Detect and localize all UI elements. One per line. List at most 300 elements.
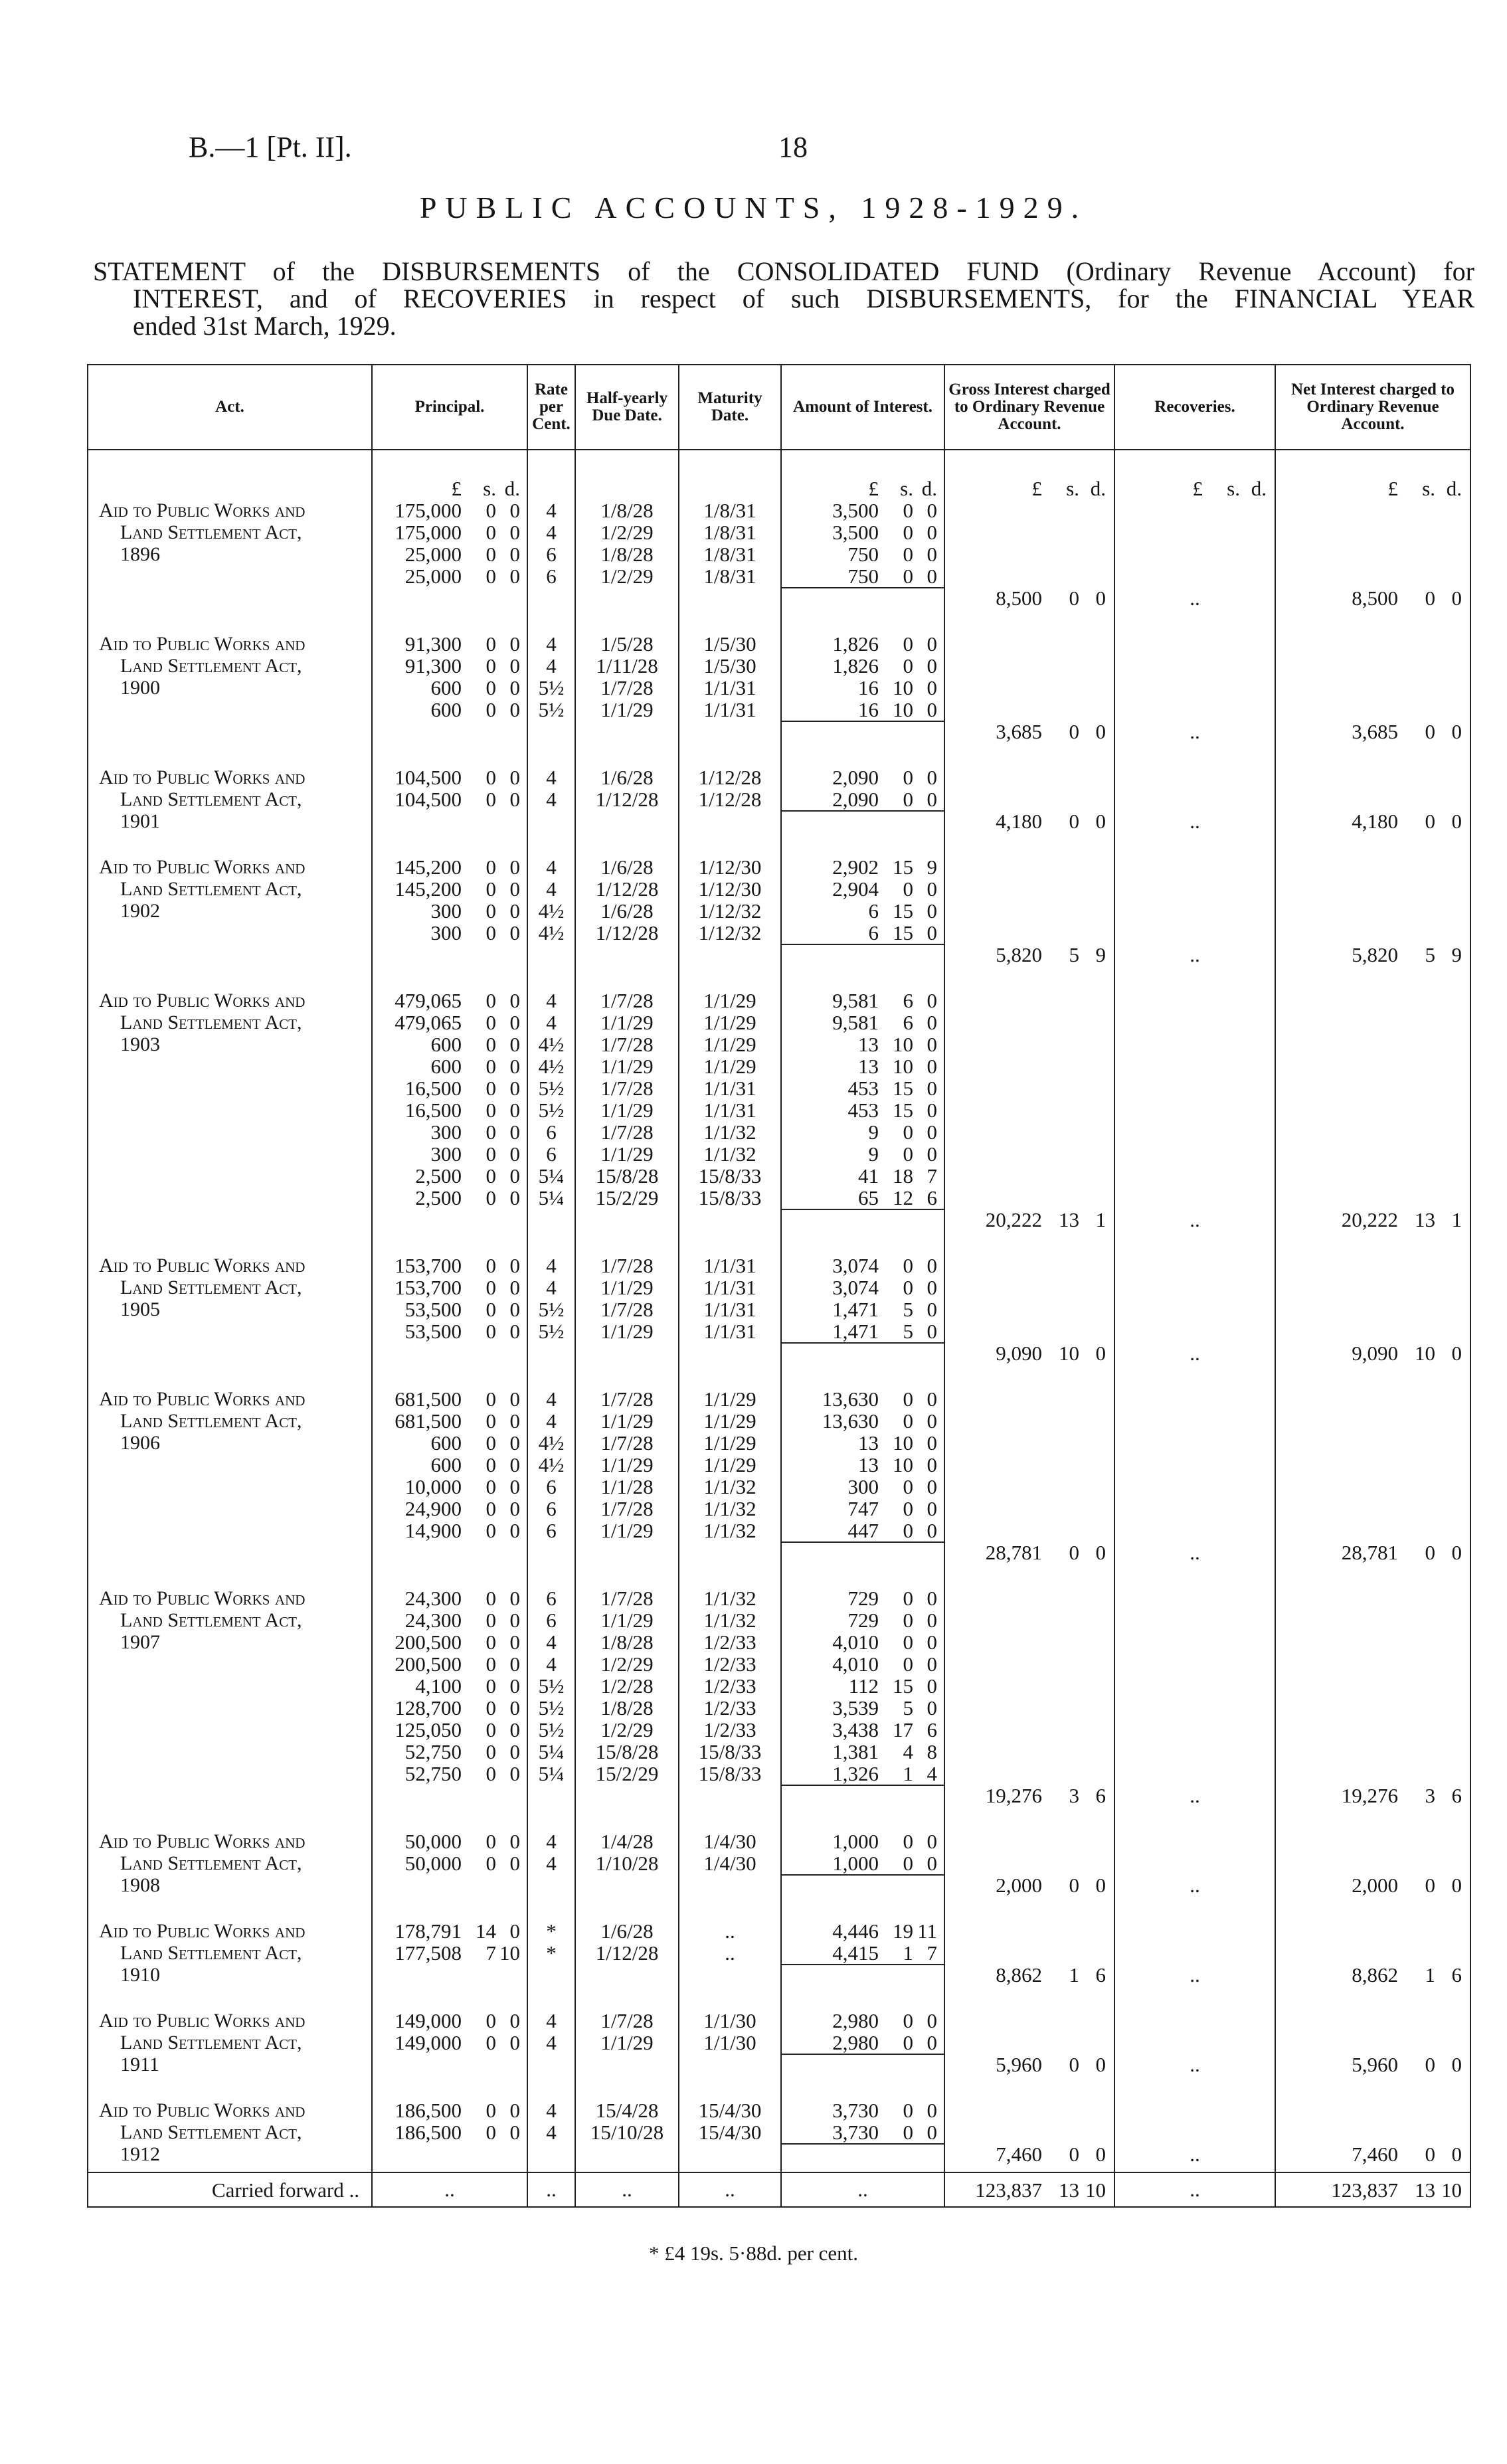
col-amount: Amount of Interest. [781,365,944,450]
pounds: 2,090 [832,766,879,789]
half-yearly-date: 1/7/28 [600,1387,654,1411]
shillings: 0 [903,499,913,522]
rate-cell [527,633,575,766]
maturity-date: 1/12/28 [698,788,762,811]
half-yearly-date: 1/2/28 [600,1674,654,1698]
pence: 0 [927,2121,937,2144]
pence: 7 [927,1941,937,1965]
maturity-cell [679,499,781,633]
gross-interest [945,1342,1114,1364]
pence: 0 [1451,720,1462,743]
principal-cell [372,499,527,633]
shillings: 0 [903,1609,913,1632]
shillings: 0 [1425,720,1435,743]
principal-value [373,543,527,565]
shillings: 0 [486,1674,496,1698]
pounds: 16 [858,698,879,721]
rate-value: 5½ [538,1077,565,1100]
net-interest-wrap [1276,2010,1470,2075]
shillings: 1 [903,1941,913,1965]
act-year: 1902 [120,900,160,922]
interest-amount [782,1830,944,1852]
shillings: 0 [486,1409,496,1433]
pence: 0 [1451,1541,1462,1564]
pence: 0 [509,1718,520,1741]
half-yearly-cell [575,633,679,766]
shillings: 15 [893,1077,913,1100]
pence: 0 [509,2031,520,2054]
unit-pound: £ [451,477,462,500]
amount-cell [781,499,944,633]
act-name-line-1: Aid to Public Works and [99,2010,306,2032]
recoveries-value: .. [1190,1541,1200,1564]
rate-value: 4 [546,654,557,677]
pounds: 175,000 [395,499,462,522]
principal-value [373,1587,527,1609]
pounds: 3,500 [832,521,879,544]
rate-value: 6 [546,1497,557,1520]
pounds: 1,471 [832,1298,879,1321]
pounds: 65 [858,1186,879,1209]
recoveries-cell [1114,1388,1275,1587]
shillings: 15 [893,899,913,923]
shillings: 10 [1415,1342,1435,1365]
half-yearly-date: 15/8/28 [595,1164,659,1188]
act-name-line-2: Land Settlement Act, [120,1852,302,1874]
rate-value: 5½ [538,1674,565,1698]
shillings: 0 [903,1852,913,1875]
pence: 0 [509,1674,520,1698]
principal-value [373,1763,527,1785]
shillings: 0 [486,1142,496,1166]
pounds: 153,700 [395,1254,462,1277]
placeholder-dots: .. [857,2178,868,2201]
act-year: 1910 [120,1964,160,1986]
shillings: 10 [893,1055,913,1078]
pounds: 2,500 [415,1164,462,1188]
pence: 0 [509,1852,520,1875]
shillings: 0 [486,565,496,588]
pounds: 8,862 [996,1963,1042,1986]
pounds: 2,500 [415,1186,462,1209]
maturity-date: 1/1/29 [703,1055,756,1078]
interest-amount [782,1653,944,1675]
shillings: 0 [486,1055,496,1078]
amount-cell [781,1830,944,1920]
pence: 0 [509,521,520,544]
pounds: 14,900 [404,1519,462,1542]
pounds: 200,500 [395,1652,462,1676]
shillings: 0 [486,1431,496,1454]
shillings: 0 [1425,1541,1435,1564]
half-yearly-cell [575,2010,679,2099]
shillings: 0 [486,2031,496,2054]
pounds: 2,000 [1352,1874,1398,1897]
recoveries-wrap [1115,1587,1275,1806]
pounds: 600 [430,1055,462,1078]
maturity-date: 1/12/30 [698,877,762,901]
maturity-cell [679,633,781,766]
interest-amount [782,1255,944,1276]
pence: 0 [509,1011,520,1034]
gross-interest [945,721,1114,743]
half-yearly-cell [575,1830,679,1920]
maturity-cell [679,1920,781,2010]
rate-value: 4 [546,989,557,1012]
net-interest-cell [1275,990,1470,1255]
pence: 0 [927,543,937,566]
maturity-date: 1/1/32 [703,1519,756,1542]
recoveries-wrap [1115,2010,1275,2075]
shillings: 0 [903,1142,913,1166]
gross-interest [945,810,1114,832]
shillings: 0 [903,565,913,588]
rate-value: 5¼ [538,1762,565,1785]
act-name-line-1: Aid to Public Works and [99,1920,306,1942]
maturity-cell [679,856,781,990]
act-name-line-1: Aid to Public Works and [99,1388,306,1410]
maturity-cell [679,990,781,1255]
half-yearly-cell [575,1920,679,2010]
shillings: 0 [903,1254,913,1277]
shillings: 0 [486,2121,496,2144]
carried-forward-gross [945,2179,1114,2201]
shillings: 0 [486,921,496,944]
pence: 0 [927,698,937,721]
gross-interest-wrap [945,1920,1114,1986]
pence: 0 [509,855,520,879]
unit-pound: £ [1192,477,1203,500]
principal-value [373,1099,527,1121]
pounds: 7,460 [1352,2143,1398,2166]
principal-value [373,1410,527,1432]
shillings: 0 [1425,2143,1435,2166]
pence: 0 [927,676,937,699]
gross-interest [945,944,1114,966]
pence: 0 [1451,1342,1462,1365]
recoveries-wrap [1115,2099,1275,2165]
pence: 0 [927,1055,937,1078]
shillings: 5 [1425,943,1435,966]
half-yearly-date: 1/7/28 [600,989,654,1012]
maturity-date: 1/1/29 [703,989,756,1012]
recoveries-value: .. [1190,1342,1200,1365]
principal-value [373,2121,527,2143]
recoveries-cell [1114,2099,1275,2172]
pence: 0 [1095,1874,1106,1897]
rate-value: 6 [546,1519,557,1542]
pence: 0 [509,1453,520,1476]
act-year: 1900 [120,677,160,699]
maturity-date: 1/1/31 [703,1276,756,1299]
pounds: 2,902 [832,855,879,879]
pounds: 145,200 [395,855,462,879]
shillings: 0 [903,1120,913,1144]
recoveries-cell [1114,2010,1275,2099]
principal-value [373,1121,527,1143]
maturity-date: 1/12/32 [698,899,762,923]
shillings: 0 [903,2099,913,2122]
carried-forward-net [1276,2179,1470,2201]
rate-value: 4½ [538,1055,565,1078]
pence: 0 [509,565,520,588]
rate-value: 4 [546,877,557,901]
act-name-line-1: Aid to Public Works and [99,1255,306,1276]
pounds: 186,500 [395,2099,462,2122]
act-name-line-2: Land Settlement Act, [120,1609,302,1631]
act-year: 1912 [120,2143,160,2165]
rate-value: 4 [546,632,557,656]
shillings: 15 [893,1674,913,1698]
gross-interest-wrap [945,2010,1114,2075]
pounds: 2,980 [832,2031,879,2054]
shillings: 0 [486,2099,496,2122]
maturity-date: 1/1/30 [703,2009,756,2032]
net-interest-cell [1275,1830,1470,1920]
shillings: 0 [903,2121,913,2144]
half-yearly-date: 1/11/28 [596,654,658,677]
shillings: 0 [1069,1541,1079,1564]
interest-amount [782,1609,944,1631]
shillings: 3 [1425,1784,1435,1807]
act-year: 1901 [120,810,160,832]
shillings: 0 [486,1609,496,1632]
principal-value [373,1609,527,1631]
amount-list [782,2099,944,2145]
pence: 0 [509,2121,520,2144]
amount-cell [781,633,944,766]
maturity-date: 1/1/30 [703,2031,756,2054]
pounds: 750 [847,543,879,566]
principal-value [373,2099,527,2121]
principal-value [373,1476,527,1498]
placeholder-dots: .. [622,2178,632,2201]
maturity-date: 1/12/30 [698,855,762,879]
net-interest-wrap [1276,499,1470,609]
pence: 0 [509,1475,520,1498]
pence: 9 [1095,943,1106,966]
unit-pence: d. [1090,477,1106,500]
amount-list [782,1255,944,1344]
maturity-date: 1/2/33 [703,1674,756,1698]
pounds: 4,010 [832,1630,879,1654]
act-group-row [88,766,1470,856]
act-year: 1906 [120,1432,160,1454]
pounds: 300 [430,1142,462,1166]
shillings: 10 [893,676,913,699]
pounds: 91,300 [404,654,462,677]
recoveries-value: .. [1190,943,1200,966]
shillings: 0 [486,1587,496,1610]
principal-value [373,1852,527,1874]
col-act: Act. [88,365,372,450]
recoveries-wrap [1115,1388,1275,1563]
interest-amount [782,1763,944,1785]
shillings: 0 [486,2009,496,2032]
amount-cell [781,2099,944,2172]
shillings: 0 [486,788,496,811]
pence: 0 [927,1387,937,1411]
recoveries-cell [1114,766,1275,856]
shillings: 0 [486,1475,496,1498]
act-name-line-1: Aid to Public Works and [99,1830,306,1852]
net-interest-cell [1275,633,1470,766]
pounds: 3,074 [832,1254,879,1277]
act-name-line-2: Land Settlement Act, [120,655,302,677]
principal-value [373,1697,527,1719]
shillings: 0 [486,632,496,656]
shillings: 0 [486,676,496,699]
column-header-row [88,365,1470,450]
interest-amount [782,521,944,543]
pounds: 123,837 [975,2178,1042,2202]
pence: 0 [927,521,937,544]
act-cell [88,1587,372,1830]
pounds: 125,050 [395,1718,462,1741]
principal-value [373,1942,527,1964]
pence: 0 [509,1431,520,1454]
shillings: 0 [486,1718,496,1741]
amount-list [782,1388,944,1543]
pence: 0 [927,1497,937,1520]
shillings: 13 [1059,1208,1079,1231]
shillings: 10 [893,1431,913,1454]
pence: 0 [927,499,937,522]
amount-cell [781,1587,944,1830]
maturity-date: 1/1/31 [703,698,756,721]
act-group-row [88,1920,1470,2010]
shillings: 10 [1059,1342,1079,1365]
principal-value [373,1033,527,1055]
interest-amount [782,543,944,565]
unit-shilling: s. [1227,477,1240,500]
rate-value: 4 [546,1276,557,1299]
pence: 0 [509,1762,520,1785]
gross-interest-cell [944,499,1114,633]
maturity-date: 1/1/31 [703,1254,756,1277]
net-interest [1276,587,1470,609]
pence: 0 [927,1696,937,1719]
half-yearly-date: 15/2/29 [595,1186,659,1209]
principal-cell [372,1587,527,1830]
pounds: 25,000 [404,565,462,588]
half-yearly-date: 1/1/29 [600,1519,654,1542]
interest-amount [782,2121,944,2143]
half-yearly-cell [575,2099,679,2172]
shillings: 0 [486,899,496,923]
rate-cell [527,990,575,1255]
pence: 0 [509,1099,520,1122]
shillings: 3 [1069,1784,1079,1807]
pounds: 52,750 [404,1740,462,1763]
principal-value [373,2010,527,2032]
rate-value: 4½ [538,921,565,944]
pence: 0 [509,1033,520,1056]
pounds: 24,900 [404,1497,462,1520]
principal-value [373,1388,527,1410]
principal-value [373,499,527,521]
half-yearly-date: 1/5/28 [600,632,654,656]
rate-value: 4 [546,1409,557,1433]
pence: 0 [927,1652,937,1676]
rate-value: 4 [546,1011,557,1034]
pence: 0 [927,1033,937,1056]
interest-amount [782,1920,944,1942]
page-title: PUBLIC ACCOUNTS, 1928-1929. [419,191,1088,224]
shillings: 0 [486,698,496,721]
half-yearly-date: 1/1/28 [600,1475,654,1498]
rate-value: 4½ [538,899,565,923]
pounds: 300 [430,1120,462,1144]
col-gross: Gross Interest charged to Ordinary Revenue Account. [944,365,1114,450]
rate-cell [527,499,575,633]
recoveries-wrap [1115,766,1275,832]
principal-value [373,565,527,587]
half-yearly-date: 1/8/28 [600,1696,654,1719]
recoveries-value: .. [1190,1784,1200,1807]
pence: 0 [509,1740,520,1763]
half-yearly-date: 1/7/28 [600,676,654,699]
shillings: 0 [903,2009,913,2032]
net-interest-cell [1275,499,1470,633]
half-yearly-date: 1/2/29 [600,1652,654,1676]
interest-amount [782,1675,944,1697]
placeholder-dots: .. [1190,2178,1200,2201]
recoveries-wrap [1115,856,1275,966]
rate-value: 6 [546,1120,557,1144]
shillings: 0 [486,1762,496,1785]
half-yearly-date: 1/7/28 [600,1497,654,1520]
act-cell [88,2010,372,2099]
gross-interest-cell [944,2099,1114,2172]
pounds: 479,065 [395,989,462,1012]
rate-value: 6 [546,543,557,566]
shillings: 0 [1069,720,1079,743]
shillings: 0 [486,1099,496,1122]
shillings: 0 [903,1387,913,1411]
act-name-line-2: Land Settlement Act, [120,2032,302,2054]
half-yearly-date: 1/1/29 [600,1055,654,1078]
pounds: 2,000 [996,1874,1042,1897]
shillings: 5 [903,1298,913,1321]
principal-value [373,1276,527,1298]
gross-interest-cell [944,2010,1114,2099]
shillings: 0 [486,521,496,544]
pounds: 3,074 [832,1276,879,1299]
pence: 1 [1451,1208,1462,1231]
rate-value: 4 [546,766,557,789]
principal-value [373,990,527,1012]
shillings: 17 [893,1718,913,1741]
half-yearly-date: 1/12/28 [595,877,659,901]
col-recoveries: Recoveries. [1114,365,1275,450]
rate-value: 5¼ [538,1164,565,1188]
pence: 0 [927,877,937,901]
maturity-date: .. [725,1919,735,1943]
interest-amount [782,1055,944,1077]
shillings: 0 [903,632,913,656]
maturity-date: 1/1/29 [703,1011,756,1034]
half-yearly-date: 1/2/29 [600,565,654,588]
shillings: 0 [486,1696,496,1719]
interest-ledger-table [87,364,1471,2208]
pence: 0 [927,1630,937,1654]
gross-interest-cell [944,1830,1114,1920]
pounds: 50,000 [404,1852,462,1875]
act-name-line-2: Land Settlement Act, [120,1942,302,1964]
pounds: 186,500 [395,2121,462,2144]
principal-value [373,1498,527,1520]
